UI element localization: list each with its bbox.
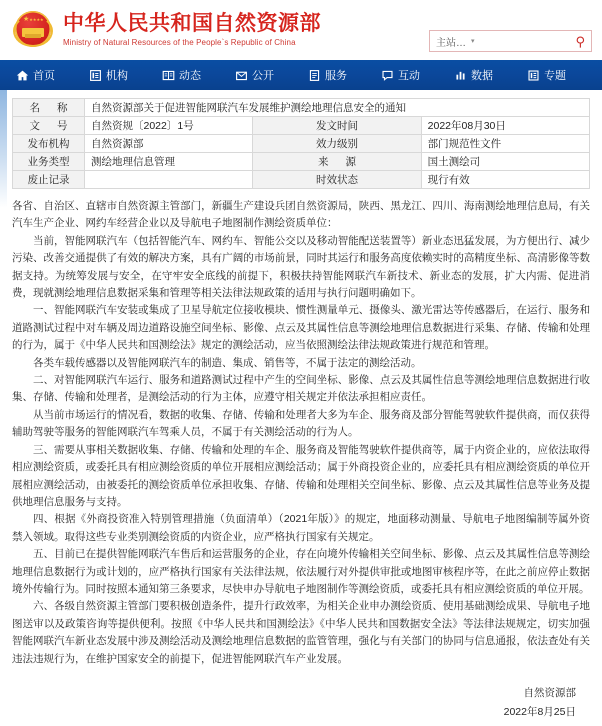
- service-icon: [308, 69, 321, 82]
- search-scope-label[interactable]: 主站…: [436, 37, 466, 49]
- doc-paragraph-article-1-note: 各类车载传感器以及智能网联汽车的制造、集成、销售等，不属于法定的测绘活动。: [33, 356, 422, 369]
- table-row: [13, 153, 590, 171]
- meta-value-biztype: 测绘地理信息管理: [85, 153, 253, 171]
- nav-item-label: 公开: [252, 70, 274, 82]
- meta-value-issue-time: 2022年08月30日: [421, 117, 589, 135]
- doc-paragraph-article-2: 二、对智能网联汽车运行、服务和道路测试过程中产生的空间坐标、影像、点云及其属性信息等测绘地理信息数据进行收集、存储、传输和处理者，是测绘活动的行为主体，应遵守相关规定并依法承担相应责任。: [12, 374, 590, 404]
- document-meta-table: [12, 98, 590, 189]
- nav-item-organization[interactable]: [89, 67, 128, 83]
- nav-item-label: 服务: [325, 70, 347, 82]
- site-title-block: [63, 12, 321, 49]
- meta-label-docno: 文 号: [13, 117, 85, 135]
- doc-paragraph-article-3: 三、需要从事相关数据收集、存储、传输和处理的车企、服务商及智能驾驶软件提供商等，属于内资企业的，应依法取得相应测绘资质，或委托具有相应测绘资质的单位开展相应测绘活动；属于外商投资企业的，应委托具有相应测绘资质的单位开展相应测绘活动，由被委托的测绘资质单位承担收集、存储、传输和处理相关空间坐标、影像、点云及其属性信息等业务及提供地理信息服务与支持。: [12, 443, 590, 508]
- meta-value-source: 国土测绘司: [421, 153, 589, 171]
- interaction-icon: [381, 69, 394, 82]
- home-icon: [16, 69, 29, 82]
- nav-item-disclosure[interactable]: [235, 67, 274, 83]
- search-icon[interactable]: ⚲: [575, 33, 585, 49]
- nav-item-label: 互动: [398, 70, 420, 82]
- nav-item-label: 专题: [544, 70, 566, 82]
- doc-paragraph-article-6: 六、各级自然资源主管部门要积极创造条件，提升行政效率，为相关企业申办测绘资质、使用基础测绘成果、导航电子地图送审以及政策咨询等提供便利。按照《中华人民共和国测绘法》《中华人民共和国数据安全法》等法律法规规定，切实加强智能网联汽车新业态发展中涉及测绘活动及测绘地理信息数据的监管管理，强化与有关部门的协同与信息通报，依法查处有关违法违规行为，在维护国家安全的前提下，促进智能网联汽车产业发展。: [12, 600, 590, 665]
- doc-paragraph-article-5: 五、目前已在提供智能网联汽车售后和运营服务的企业，存在向境外传输相关空间坐标、影像、点云及其属性信息等测绘地理信息数据行为或计划的，应严格执行国家有关法律法规，依法履行对外提供审批或地图审核程序等，在此之前应停止数据境外传输行为。同时按照本通知第三条要求，尽快申办导航电子地图制作等测绘资质，或委托具有相应测绘资质的单位开展。: [12, 548, 590, 595]
- meta-value-issuer: 自然资源部: [85, 135, 253, 153]
- doc-paragraph-article-1: 一、智能网联汽车安装或集成了卫星导航定位接收模块、惯性测量单元、摄像头、激光雷达等传感器后，在运行、服务和道路测试过程中对车辆及周边道路设施空间坐标、影像、点云及其属性信息等测绘地理信息数据进行采集、存储、传输和处理的行为，属于《中华人民共和国测绘法》规定的测绘活动，应当依照测绘法律法规政策进行规范和管理。: [12, 304, 590, 352]
- data-chart-icon: [454, 69, 467, 82]
- topic-icon: [527, 69, 540, 82]
- table-row: [13, 117, 590, 135]
- nav-item-interaction[interactable]: [381, 67, 420, 83]
- meta-label-source: 来 源: [253, 153, 421, 171]
- site-header: [0, 0, 602, 60]
- site-title: 中华人民共和国自然资源部: [63, 11, 321, 35]
- meta-value-status: 现行有效: [421, 171, 589, 189]
- table-row: [13, 99, 590, 117]
- meta-label-issue-time: 发文时间: [253, 117, 421, 135]
- meta-label-effect: 效力级别: [253, 135, 421, 153]
- doc-paragraph-recipients: 各省、自治区、直辖市自然资源主管部门，新疆生产建设兵团自然资源局，陕西、黑龙江、四川、海南测绘地理信息局，有关汽车生产企业、网约车经营企业以及导航电子地图制作测绘资质单位：: [12, 200, 590, 230]
- doc-paragraph-article-2-note: 从当前市场运行的情况看，数据的收集、存储、传输和处理者大多为车企、服务商及部分智能驾驶软件提供商，而仅获得辅助驾驶等服务的智能网联汽车驾乘人员，不属于有关测绘活动的行为人。: [12, 408, 590, 439]
- nav-item-topic[interactable]: [527, 67, 566, 83]
- table-row: [13, 171, 590, 189]
- meta-value-effect: 部门规范性文件: [421, 135, 589, 153]
- search-box[interactable]: [429, 30, 592, 52]
- meta-label-issuer: 发布机构: [13, 135, 85, 153]
- search-input[interactable]: [475, 36, 576, 47]
- signature-organization: 自然资源部: [523, 686, 576, 699]
- nav-item-data[interactable]: [454, 67, 493, 83]
- nav-item-label: 机构: [106, 70, 128, 82]
- meta-label-status: 时效状态: [253, 171, 421, 189]
- chevron-down-icon[interactable]: ▾: [471, 38, 475, 45]
- china-national-emblem-icon: ★★★★★: [12, 9, 54, 51]
- doc-paragraph-article-4: 四、根据《外商投资准入特别管理措施（负面清单）（2021年版）》的规定，地面移动测量、导航电子地图编制等属外资禁入领域。取得这些专业类别测绘资质的内资企业，应严格执行国家有关规定。: [12, 513, 590, 543]
- meta-value-name: 自然资源部关于促进智能网联汽车发展维护测绘地理信息安全的通知: [85, 99, 590, 117]
- meta-label-biztype: 业务类型: [13, 153, 85, 171]
- meta-value-abolish: [85, 171, 253, 189]
- nav-item-label: 数据: [471, 70, 493, 82]
- signature-date: 2022年8月25日: [503, 705, 576, 718]
- organization-icon: [89, 69, 102, 82]
- nav-item-news[interactable]: [162, 67, 201, 83]
- doc-paragraph-intro: 当前，智能网联汽车（包括智能汽车、网约车、智能公交以及移动智能配送装置等）新业态迅猛发展，为方便出行、减少污染、改善交通提供了有效的解决方案，具有广阔的市场前景，同时其运行和服务高度依赖实时的高精度坐标、高清影像等数据支持。为统筹发展与安全，在守牢安全底线的前提下，积极扶持智能网联汽车新技术、新业态的发展，扩大内需、促进消费，现就测绘地理信息数据采集和管理等相关法律法规政策的适用与执行问题明确如下。: [12, 234, 590, 300]
- news-icon: [162, 69, 175, 82]
- document-body: [12, 198, 590, 668]
- meta-label-abolish: 废止记录: [13, 171, 85, 189]
- main-navigation: [0, 60, 602, 90]
- nav-item-label: 首页: [33, 70, 55, 82]
- content-area: [0, 90, 602, 722]
- nav-item-label: 动态: [179, 70, 201, 82]
- table-row: [13, 135, 590, 153]
- meta-value-docno: 自然资规〔2022〕1号: [85, 117, 253, 135]
- disclosure-icon: [235, 69, 248, 82]
- left-accent-bar: [0, 90, 7, 208]
- site-subtitle: Ministry of Natural Resources of the People`s Republic of China: [63, 37, 296, 47]
- nav-item-home[interactable]: [16, 67, 55, 83]
- nav-item-service[interactable]: [308, 67, 347, 83]
- meta-label-name: 名 称: [13, 99, 85, 117]
- document-signature: [12, 684, 590, 722]
